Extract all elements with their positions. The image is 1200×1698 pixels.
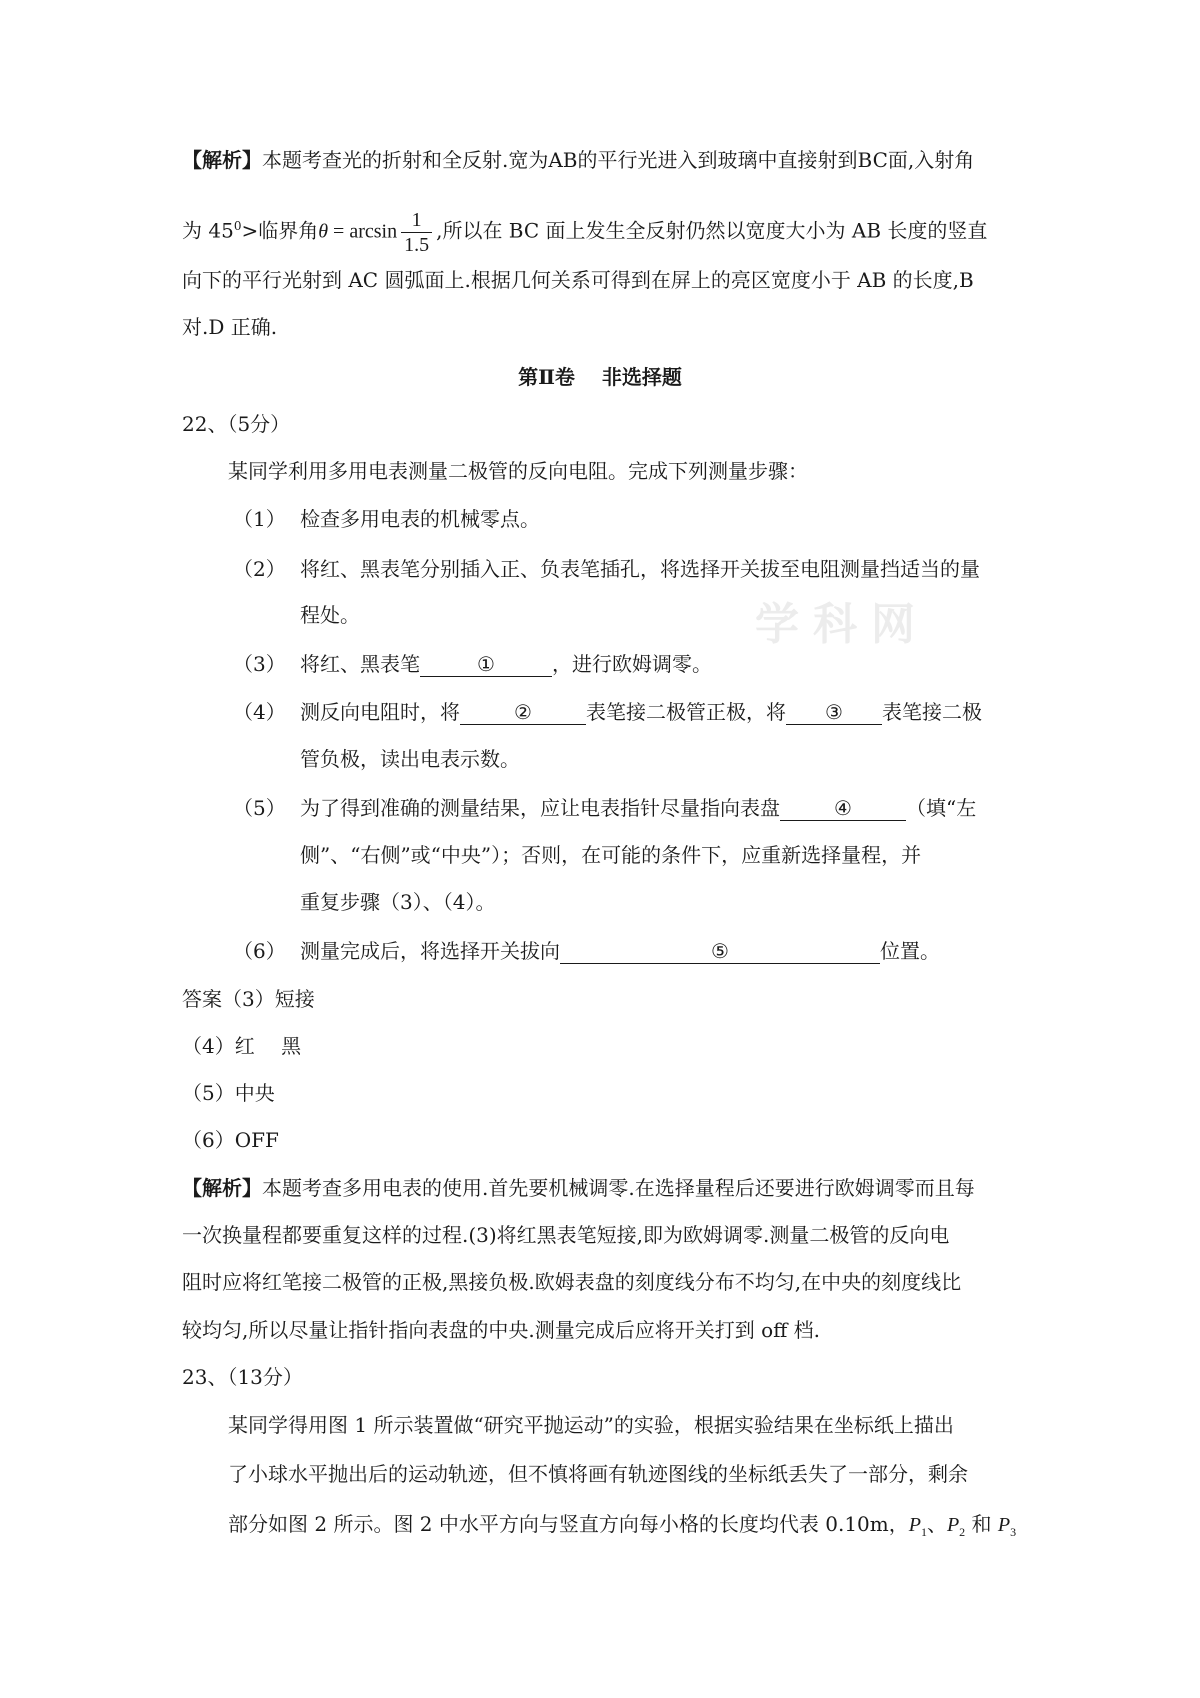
q23-number: 23、（13分） xyxy=(182,1365,303,1389)
step-4-text-cont: 管负极，读出电表示数。 xyxy=(300,747,520,771)
q21-analysis-line-4 xyxy=(182,313,277,341)
q23-line-2: 了小球水平抛出后的运动轨迹，但不慎将画有轨迹图线的坐标纸丢失了一部分，剩余 xyxy=(228,1462,968,1486)
analysis-text: >临界角 xyxy=(241,218,319,243)
blank-2: ② xyxy=(460,700,586,725)
point-p3: P xyxy=(997,1514,1011,1536)
step-6-number: （6） xyxy=(233,939,286,963)
step-3-text xyxy=(300,650,712,678)
blank-1: ① xyxy=(420,652,552,677)
analysis-text: ,所以在 BC 面上发生全反射仍然以宽度大小为 AB 长度的竖直 xyxy=(436,218,988,243)
q22-analysis-line-3: 阻时应将红笔接二极管的正极,黑接负极.欧姆表盘的刻度线分布不均匀,在中央的刻度线比 xyxy=(182,1270,962,1294)
fraction xyxy=(401,208,432,257)
q21-analysis-line-3 xyxy=(182,266,974,294)
step-4-prefix: 测反向电阻时，将 xyxy=(300,700,460,724)
step-1-text: 检查多用电表的机械零点。 xyxy=(300,507,540,531)
step-4-text xyxy=(300,698,982,726)
step-4-number: （4） xyxy=(233,700,286,724)
q21-analysis-line-1 xyxy=(182,146,974,174)
point-p2: P xyxy=(946,1514,960,1536)
q22-analysis-line-4: 较均匀,所以尽量让指针指向表盘的中央.测量完成后应将开关打到 off 档. xyxy=(182,1318,821,1342)
blank-5: ⑤ xyxy=(560,939,880,964)
step-5-prefix: 为了得到准确的测量结果，应让电表指针尽量指向表盘 xyxy=(300,796,780,820)
step-5-text-cont-2: 重复步骤（3）、（4）。 xyxy=(300,890,496,914)
q23-line-3 xyxy=(228,1510,1016,1546)
answer-5: （5）中央 xyxy=(182,1081,275,1105)
analysis-text: 对.D 正确. xyxy=(182,315,278,339)
q22-analysis-line-1 xyxy=(182,1174,975,1202)
step-4-suffix: 表笔接二极 xyxy=(882,700,982,724)
q23-line-1: 某同学得用图 1 所示装置做“研究平抛运动”的实验，根据实验结果在坐标纸上描出 xyxy=(228,1413,954,1437)
q23-line-3-text: 部分如图 2 所示。图 2 中水平方向与竖直方向每小格的长度均代表 0.10m， xyxy=(228,1512,909,1536)
q21-analysis-line-2 xyxy=(182,198,987,260)
analysis-text: 本题考查光的折射和全反射.宽为AB的平行光进入到玻璃中直接射到BC面,入射角 xyxy=(262,148,975,172)
blank-4: ④ xyxy=(780,796,906,821)
fraction-denominator: 1.5 xyxy=(404,233,430,256)
step-6-text xyxy=(300,937,940,965)
step-3-prefix: 将红、黑表笔 xyxy=(300,652,420,676)
subscript-3: 3 xyxy=(1010,1525,1017,1539)
section-title: 第Ⅱ卷 非选择题 xyxy=(518,365,682,389)
fraction-numerator: 1 xyxy=(401,208,432,233)
step-4-middle: 表笔接二极管正极，将 xyxy=(586,700,786,724)
subscript-2: 2 xyxy=(959,1525,966,1539)
q22-number: 22、（5分） xyxy=(182,412,291,436)
q22-analysis-line-2: 一次换量程都要重复这样的过程.(3)将红黑表笔短接,即为欧姆调零.测量二极管的反向电 xyxy=(182,1223,950,1247)
point-p1: P xyxy=(908,1514,921,1536)
watermark: 学科网 xyxy=(755,599,929,650)
degree-mark: 0 xyxy=(233,219,242,233)
step-3-number: （3） xyxy=(233,652,286,676)
analysis-text: 本题考查多用电表的使用.首先要机械调零.在选择量程后还要进行欧姆调零而且每 xyxy=(262,1176,975,1200)
step-5-text-cont: 侧”、“右侧”或“中央”）；否则，在可能的条件下，应重新选择量程，并 xyxy=(300,843,922,867)
step-5-number: （5） xyxy=(233,796,286,820)
separator: 、 xyxy=(926,1512,947,1536)
step-2-number: （2） xyxy=(233,557,286,581)
analysis-text: 向下的平行光射到 AC 圆弧面上.根据几何关系可得到在屏上的亮区宽度小于 AB 的长度,B xyxy=(182,268,974,292)
step-1-number: （1） xyxy=(233,507,286,531)
subscript-1: 1 xyxy=(920,1525,927,1539)
equation-text: = arcsin xyxy=(328,220,398,243)
analysis-text: 为 45 xyxy=(182,218,234,243)
analysis-tag: 【解析】 xyxy=(182,1176,262,1200)
conjunction: 和 xyxy=(965,1512,998,1536)
answer-4: （4）红 黑 xyxy=(182,1034,302,1058)
answer-3: 答案（3）短接 xyxy=(182,987,315,1011)
analysis-tag: 【解析】 xyxy=(182,148,262,172)
blank-3: ③ xyxy=(786,700,882,725)
step-5-suffix: （填“左 xyxy=(906,796,977,820)
q22-intro: 某同学利用多用电表测量二极管的反向电阻。完成下列测量步骤： xyxy=(228,459,808,483)
step-6-suffix: 位置。 xyxy=(880,939,940,963)
answer-6: （6）OFF xyxy=(182,1128,279,1152)
step-2-text-cont: 程处。 xyxy=(300,603,360,627)
step-3-suffix: ，进行欧姆调零。 xyxy=(552,652,712,676)
theta-symbol: θ xyxy=(318,220,329,243)
step-5-text xyxy=(300,794,976,822)
step-2-text: 将红、黑表笔分别插入正、负表笔插孔，将选择开关拔至电阻测量挡适当的量 xyxy=(300,557,980,581)
step-6-prefix: 测量完成后，将选择开关拔向 xyxy=(300,939,560,963)
